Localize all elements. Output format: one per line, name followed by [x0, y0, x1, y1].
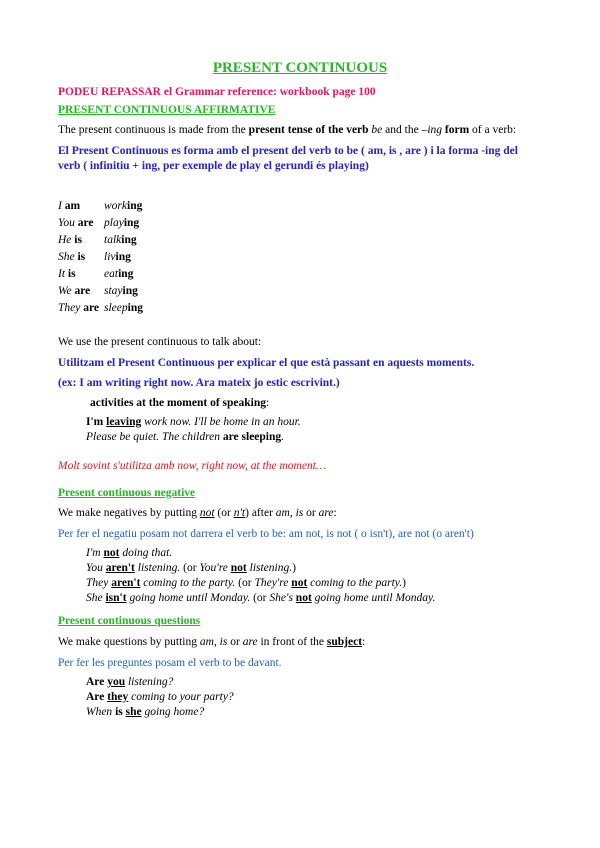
- conjugation-table: [58, 200, 143, 319]
- be-verb: am: [64, 200, 81, 212]
- question-example: Are they coming to your party?: [86, 691, 234, 703]
- be-verb: are: [83, 302, 99, 314]
- be-verb: are: [74, 285, 91, 297]
- page-title: PRESENT CONTINUOUS: [212, 60, 388, 76]
- subject: He: [58, 234, 72, 246]
- subject: We: [58, 285, 72, 297]
- subject: It: [58, 268, 66, 280]
- ing-suffix: ing: [123, 217, 140, 229]
- subject: I: [58, 200, 62, 212]
- conjugation-row: [58, 234, 143, 251]
- questions-catalan: Per fer les preguntes posam el verb to be davant.: [58, 657, 282, 669]
- ing-suffix: ing: [122, 285, 138, 297]
- be-verb: is: [67, 268, 76, 280]
- be-verb: are: [77, 217, 94, 229]
- conjugation-row: [58, 302, 143, 319]
- ing-suffix: ing: [115, 251, 131, 263]
- subject: She: [58, 251, 75, 263]
- verb-stem: work: [104, 200, 127, 212]
- conjugation-row: [58, 268, 143, 285]
- negative-example: I'm not doing that.: [86, 547, 173, 559]
- activities-line: activities at the moment of speaking:: [90, 397, 270, 409]
- affirmative-heading: PRESENT CONTINUOUS AFFIRMATIVE: [58, 104, 276, 116]
- negative-example: She isn't going home until Monday. (or She's not going home until Monday.: [86, 592, 436, 604]
- negative-example: They aren't coming to the party. (or They're not coming to the party.): [86, 577, 406, 589]
- subject: They: [58, 302, 81, 314]
- red-note: Molt sovint s'utilitza amb now, right now, at the moment…: [58, 460, 327, 472]
- verb-stem: sleep: [104, 302, 128, 314]
- negative-heading: Present continuous negative: [58, 487, 196, 499]
- use-example: (ex: I am writing right now. Ara mateix jo estic escrivint.): [58, 377, 340, 389]
- example-leaving: I'm leaving work now. I'll be home in an hour.: [86, 416, 301, 428]
- verb-stem: talk: [104, 234, 122, 246]
- ing-suffix: ing: [127, 200, 143, 212]
- use-catalan: Utilitzam el Present Continuous per explicar el que està passant en aquests moments.: [58, 357, 475, 369]
- verb-stem: stay: [104, 285, 123, 297]
- question-example: When is she going home?: [86, 706, 205, 718]
- conjugation-row: [58, 200, 143, 217]
- conjugation-row: [58, 285, 143, 302]
- ing-suffix: ing: [118, 268, 134, 280]
- catalan-rule-line-2: verb ( infinitiu + ing, per exemple de play el gerundi és playing): [58, 160, 369, 172]
- questions-heading: Present continuous questions: [58, 615, 201, 627]
- negative-catalan: Per fer el negatiu posam not darrera el verb to be: am not, is not ( o isn't), are not (o aren't): [58, 528, 474, 540]
- verb-stem: liv: [104, 251, 116, 263]
- intro-sentence: The present continuous is made from the present tense of the verb be and the –ing form of a verb:: [58, 124, 517, 136]
- conjugation-row: [58, 217, 143, 234]
- negative-examples: [86, 547, 435, 607]
- be-verb: is: [77, 251, 86, 263]
- catalan-rule-line-1: El Present Continuous es forma amb el present del verb to be ( am, is , are ) i la forma -ing del: [58, 145, 518, 157]
- negative-example: You aren't listening. (or You're not listening.): [86, 562, 296, 574]
- example-sleeping: Please be quiet. The children are sleeping.: [86, 431, 285, 443]
- ing-suffix: ing: [121, 234, 137, 246]
- ing-suffix: ing: [127, 302, 143, 314]
- subject: You: [58, 217, 75, 229]
- be-verb: is: [74, 234, 82, 246]
- negative-rule: We make negatives by putting not (or n't) after am, is or are:: [58, 507, 337, 519]
- verb-stem: eat: [104, 268, 119, 280]
- question-examples: [86, 676, 234, 721]
- reference-line: PODEU REPASSAR el Grammar reference: workbook page 100: [58, 86, 376, 98]
- question-example: Are you listening?: [86, 676, 174, 688]
- questions-rule: We make questions by putting am, is or are in front of the subject:: [58, 636, 366, 648]
- verb-stem: play: [104, 217, 124, 229]
- use-intro: We use the present continuous to talk about:: [58, 336, 262, 348]
- conjugation-row: [58, 251, 143, 268]
